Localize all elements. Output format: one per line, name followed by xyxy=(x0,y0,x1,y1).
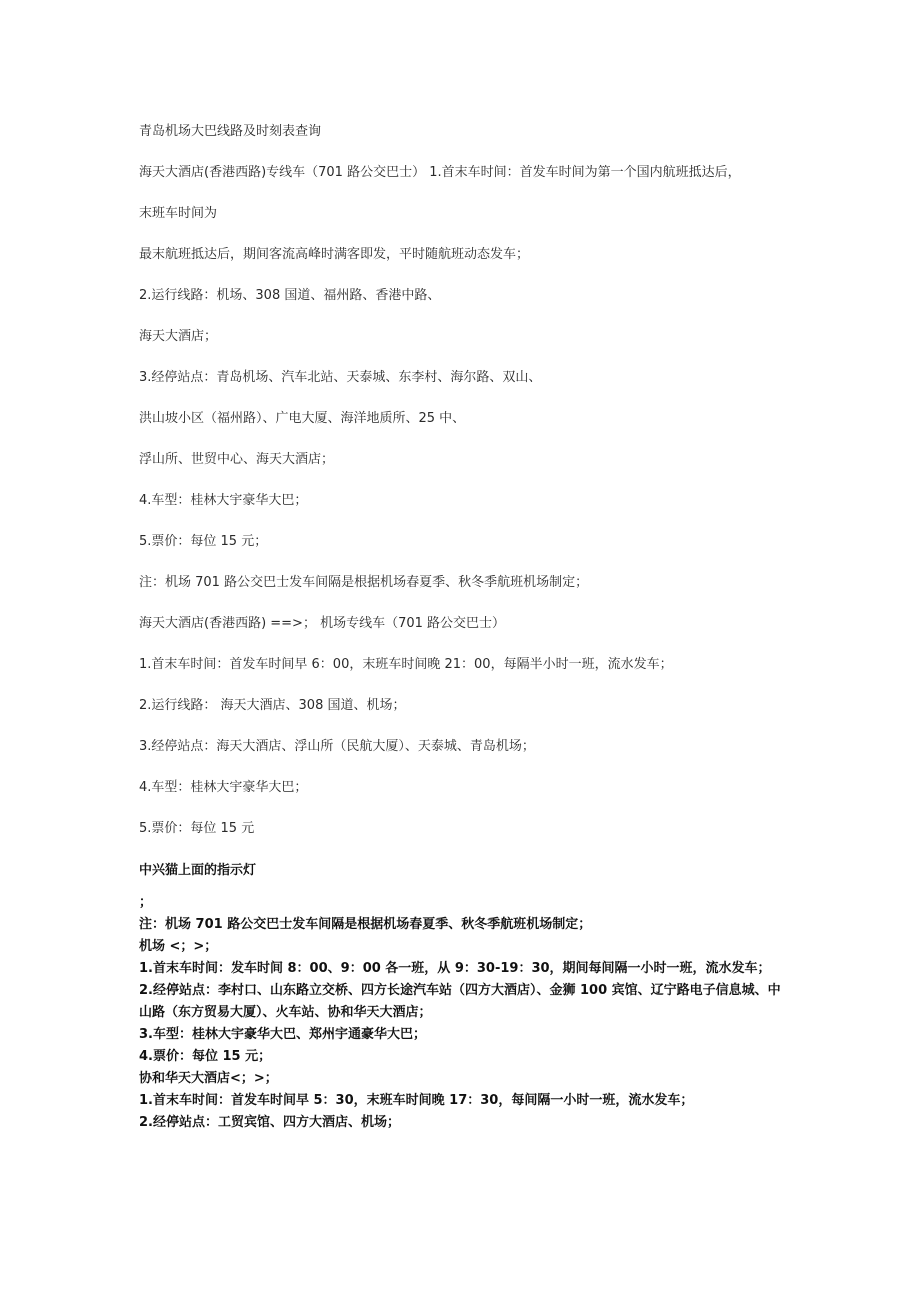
paragraph: 4.车型：桂林大宇豪华大巴； xyxy=(139,780,308,795)
paragraph: 3.经停站点：海天大酒店、浮山所（民航大厦）、天泰城、青岛机场； xyxy=(139,739,535,754)
bold-line: 2.经停站点：李村口、山东路立交桥、四方长途汽车站（四方大酒店）、金狮 100 宾馆、辽宁路电子信息城、中山路（东方贸易大厦）、火车站、协和华天大酒店； xyxy=(139,983,781,1020)
paragraph: 4.车型：桂林大宇豪华大巴； xyxy=(139,493,308,508)
paragraph: 浮山所、世贸中心、海天大酒店； xyxy=(139,452,335,467)
paragraph: 海天大酒店(香港西路) ==>； 机场专线车（701 路公交巴士） xyxy=(139,616,506,631)
bold-line: 1.首末车时间：发车时间 8：00、9：00 各一班，从 9：30-19：30，期间每间隔一小时一班，流水发车； xyxy=(139,961,771,976)
paragraph: 2.运行线路： 海天大酒店、308 国道、机场； xyxy=(139,698,406,713)
paragraph: 末班车时间为 xyxy=(139,206,218,221)
paragraph: 2.运行线路：机场、308 国道、福州路、香港中路、 xyxy=(139,288,441,303)
bold-line: ； xyxy=(139,895,153,910)
paragraph: 最末航班抵达后，期间客流高峰时满客即发，平时随航班动态发车； xyxy=(139,247,530,262)
bold-line: 协和华天大酒店<；>； xyxy=(139,1071,278,1086)
paragraph: 海天大酒店(香港西路)专线车（701 路公交巴士） 1.首末车时间：首发车时间为第一个国内航班抵达后， xyxy=(139,165,741,180)
bold-line: 1.首末车时间：首发车时间早 5：30，末班车时间晚 17：30，每间隔一小时一班，流水发车； xyxy=(139,1093,694,1108)
paragraph: 5.票价：每位 15 元； xyxy=(139,534,268,549)
bold-line: 2.经停站点：工贸宾馆、四方大酒店、机场； xyxy=(139,1115,400,1130)
paragraph: 1.首末车时间：首发车时间早 6：00，末班车时间晚 21：00，每隔半小时一班，流水发车； xyxy=(139,657,673,672)
paragraph: 3.经停站点：青岛机场、汽车北站、天泰城、东李村、海尔路、双山、 xyxy=(139,370,542,385)
bold-line: 3.车型：桂林大宇豪华大巴、郑州宇通豪华大巴； xyxy=(139,1027,426,1042)
paragraph: 海天大酒店； xyxy=(139,329,218,344)
bold-line: 注：机场 701 路公交巴士发车间隔是根据机场春夏季、秋冬季航班机场制定； xyxy=(139,917,592,932)
section-heading: 中兴猫上面的指示灯 xyxy=(139,863,257,878)
bold-line: 机场 <；>； xyxy=(139,939,218,954)
paragraph: 洪山坡小区（福州路）、广电大厦、海洋地质所、25 中、 xyxy=(139,411,466,426)
paragraph: 注：机场 701 路公交巴士发车间隔是根据机场春夏季、秋冬季航班机场制定； xyxy=(139,575,589,590)
bold-section xyxy=(139,860,789,1134)
paragraph: 5.票价：每位 15 元 xyxy=(139,821,255,836)
document-title: 青岛机场大巴线路及时刻表查询 xyxy=(139,124,322,139)
bold-line: 4.票价：每位 15 元； xyxy=(139,1049,272,1064)
